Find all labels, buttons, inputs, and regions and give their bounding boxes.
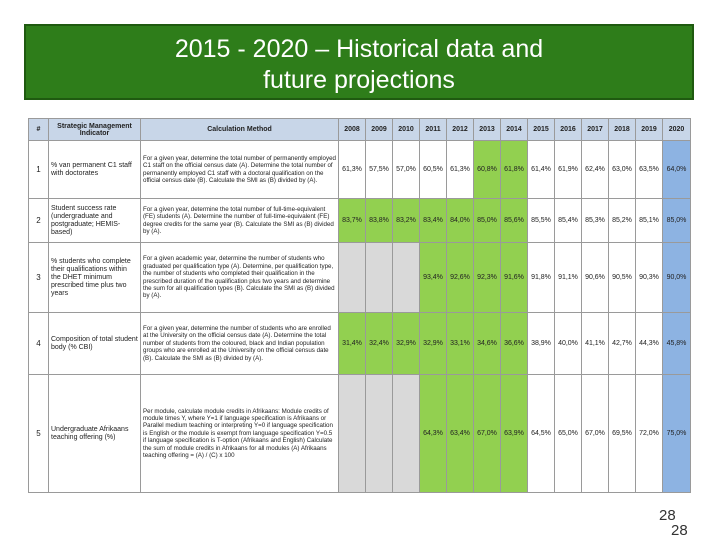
value-cell: 83,2%	[393, 199, 420, 243]
value-cell: 85,6%	[501, 199, 528, 243]
row-indicator: Composition of total student body (% CBI)	[49, 313, 141, 375]
header-year: 2016	[555, 119, 582, 141]
header-year: 2008	[339, 119, 366, 141]
value-cell: 40,0%	[555, 313, 582, 375]
value-cell	[339, 243, 366, 313]
value-cell: 65,0%	[555, 375, 582, 493]
value-cell: 64,3%	[420, 375, 447, 493]
row-method: For a given academic year, determine the number of students who graduated per qualification type (A). Determine, per qualification type, the number of students who completed their qualification in the prescribed duration of the qualification plus two years and determine the sum for all qualification types (B). Calculate the SMI as (B) divided by (A).	[141, 243, 339, 313]
table-row	[29, 141, 691, 199]
value-cell: 93,4%	[420, 243, 447, 313]
header-year: 2019	[636, 119, 663, 141]
row-indicator: % students who complete their qualifications within the DHET minimum prescribed time plus two years	[49, 243, 141, 313]
slide-title	[24, 24, 694, 100]
value-cell: 63,5%	[636, 141, 663, 199]
row-indicator: Student success rate (undergraduate and postgraduate; HEMIS-based)	[49, 199, 141, 243]
value-cell	[366, 243, 393, 313]
value-cell: 92,6%	[447, 243, 474, 313]
indicator-table	[28, 118, 691, 493]
value-cell: 32,9%	[393, 313, 420, 375]
indicator-table-image	[28, 118, 690, 494]
value-cell: 85,1%	[636, 199, 663, 243]
value-cell: 61,4%	[528, 141, 555, 199]
value-cell: 85,2%	[609, 199, 636, 243]
value-cell: 67,0%	[582, 375, 609, 493]
value-cell: 85,4%	[555, 199, 582, 243]
value-cell: 63,9%	[501, 375, 528, 493]
value-cell: 63,0%	[609, 141, 636, 199]
header-year: 2010	[393, 119, 420, 141]
header-year: 2020	[663, 119, 691, 141]
value-cell: 32,4%	[366, 313, 393, 375]
value-cell: 61,3%	[339, 141, 366, 199]
header-year: 2017	[582, 119, 609, 141]
value-cell: 32,9%	[420, 313, 447, 375]
value-cell: 91,6%	[501, 243, 528, 313]
row-indicator: % van permanent C1 staff with doctorates	[49, 141, 141, 199]
value-cell: 91,8%	[528, 243, 555, 313]
value-cell: 91,1%	[555, 243, 582, 313]
row-number: 3	[29, 243, 49, 313]
page-number: 28	[659, 507, 676, 524]
value-cell: 90,6%	[582, 243, 609, 313]
header-year: 2011	[420, 119, 447, 141]
header-indicator: Strategic Management Indicator	[49, 119, 141, 141]
header-year: 2009	[366, 119, 393, 141]
value-cell: 84,0%	[447, 199, 474, 243]
row-number: 4	[29, 313, 49, 375]
value-cell: 62,4%	[582, 141, 609, 199]
value-cell: 92,3%	[474, 243, 501, 313]
row-number: 5	[29, 375, 49, 493]
value-cell: 75,0%	[663, 375, 691, 493]
value-cell	[339, 375, 366, 493]
value-cell: 61,3%	[447, 141, 474, 199]
value-cell	[393, 375, 420, 493]
row-number: 1	[29, 141, 49, 199]
row-number: 2	[29, 199, 49, 243]
header-method: Calculation Method	[141, 119, 339, 141]
value-cell: 45,8%	[663, 313, 691, 375]
value-cell: 61,9%	[555, 141, 582, 199]
value-cell: 44,3%	[636, 313, 663, 375]
table-row	[29, 199, 691, 243]
value-cell: 83,7%	[339, 199, 366, 243]
row-indicator: Undergraduate Afrikaans teaching offering (%)	[49, 375, 141, 493]
table-row	[29, 243, 691, 313]
header-year: 2012	[447, 119, 474, 141]
value-cell: 34,6%	[474, 313, 501, 375]
value-cell: 60,5%	[420, 141, 447, 199]
row-method: Per module, calculate module credits in Afrikaans: Module credits of module times Y, where Y=1 if language specification is Afrikaans or Parallel medium teaching or interpreting Y=0 if language specification is English or the module is exempt from language specification Y=0.5 if language specification is T-option (Afrikaans and English) Calculate the sum of module credits in Afrikaans for all modules (A) Afrikaans teaching offering = (A) / (C) x 100	[141, 375, 339, 493]
value-cell: 85,0%	[474, 199, 501, 243]
header-year: 2018	[609, 119, 636, 141]
value-cell: 64,5%	[528, 375, 555, 493]
slide-title-line-1: 2015 - 2020 – Historical data and	[174, 35, 544, 63]
value-cell: 90,5%	[609, 243, 636, 313]
value-cell: 90,3%	[636, 243, 663, 313]
value-cell: 63,4%	[447, 375, 474, 493]
value-cell: 42,7%	[609, 313, 636, 375]
value-cell: 61,8%	[501, 141, 528, 199]
value-cell: 72,0%	[636, 375, 663, 493]
row-method: For a given year, determine the total number of permanently employed C1 staff on the official census date (A). Determine the total number of permanently employed C1 staff with a doctoral qualification on the official census date (B). Calculate the SMI as (B) divided by (A).	[141, 141, 339, 199]
value-cell: 33,1%	[447, 313, 474, 375]
value-cell: 85,0%	[663, 199, 691, 243]
value-cell	[393, 243, 420, 313]
value-cell: 67,0%	[474, 375, 501, 493]
header-num: #	[29, 119, 49, 141]
value-cell: 57,5%	[366, 141, 393, 199]
value-cell: 60,8%	[474, 141, 501, 199]
row-method: For a given year, determine the number of students who are enrolled at the University on the official census date (A). Determine the total number of students from the coloured, black and Indian population groups who are enrolled at the University on the official census date (B). Calculate the SMI as (B) divided by (A).	[141, 313, 339, 375]
value-cell: 85,5%	[528, 199, 555, 243]
value-cell	[366, 375, 393, 493]
value-cell: 83,8%	[366, 199, 393, 243]
header-year: 2015	[528, 119, 555, 141]
slide-title-line-2: future projections	[263, 66, 455, 94]
value-cell: 69,5%	[609, 375, 636, 493]
value-cell: 90,0%	[663, 243, 691, 313]
header-year: 2014	[501, 119, 528, 141]
value-cell: 41,1%	[582, 313, 609, 375]
value-cell: 36,6%	[501, 313, 528, 375]
row-method: For a given year, determine the total number of full-time-equivalent (FE) students (A). Determine the number of full-time-equivalent (FE) degree credits for the same year (B). Calculate the SMI as (B) divided by (A).	[141, 199, 339, 243]
table-header-row	[29, 119, 691, 141]
header-year: 2013	[474, 119, 501, 141]
table-row	[29, 313, 691, 375]
value-cell: 31,4%	[339, 313, 366, 375]
value-cell: 85,3%	[582, 199, 609, 243]
table-row	[29, 375, 691, 493]
value-cell: 83,4%	[420, 199, 447, 243]
value-cell: 57,0%	[393, 141, 420, 199]
value-cell: 38,9%	[528, 313, 555, 375]
page-number-shadow: 28	[671, 522, 688, 539]
value-cell: 64,0%	[663, 141, 691, 199]
